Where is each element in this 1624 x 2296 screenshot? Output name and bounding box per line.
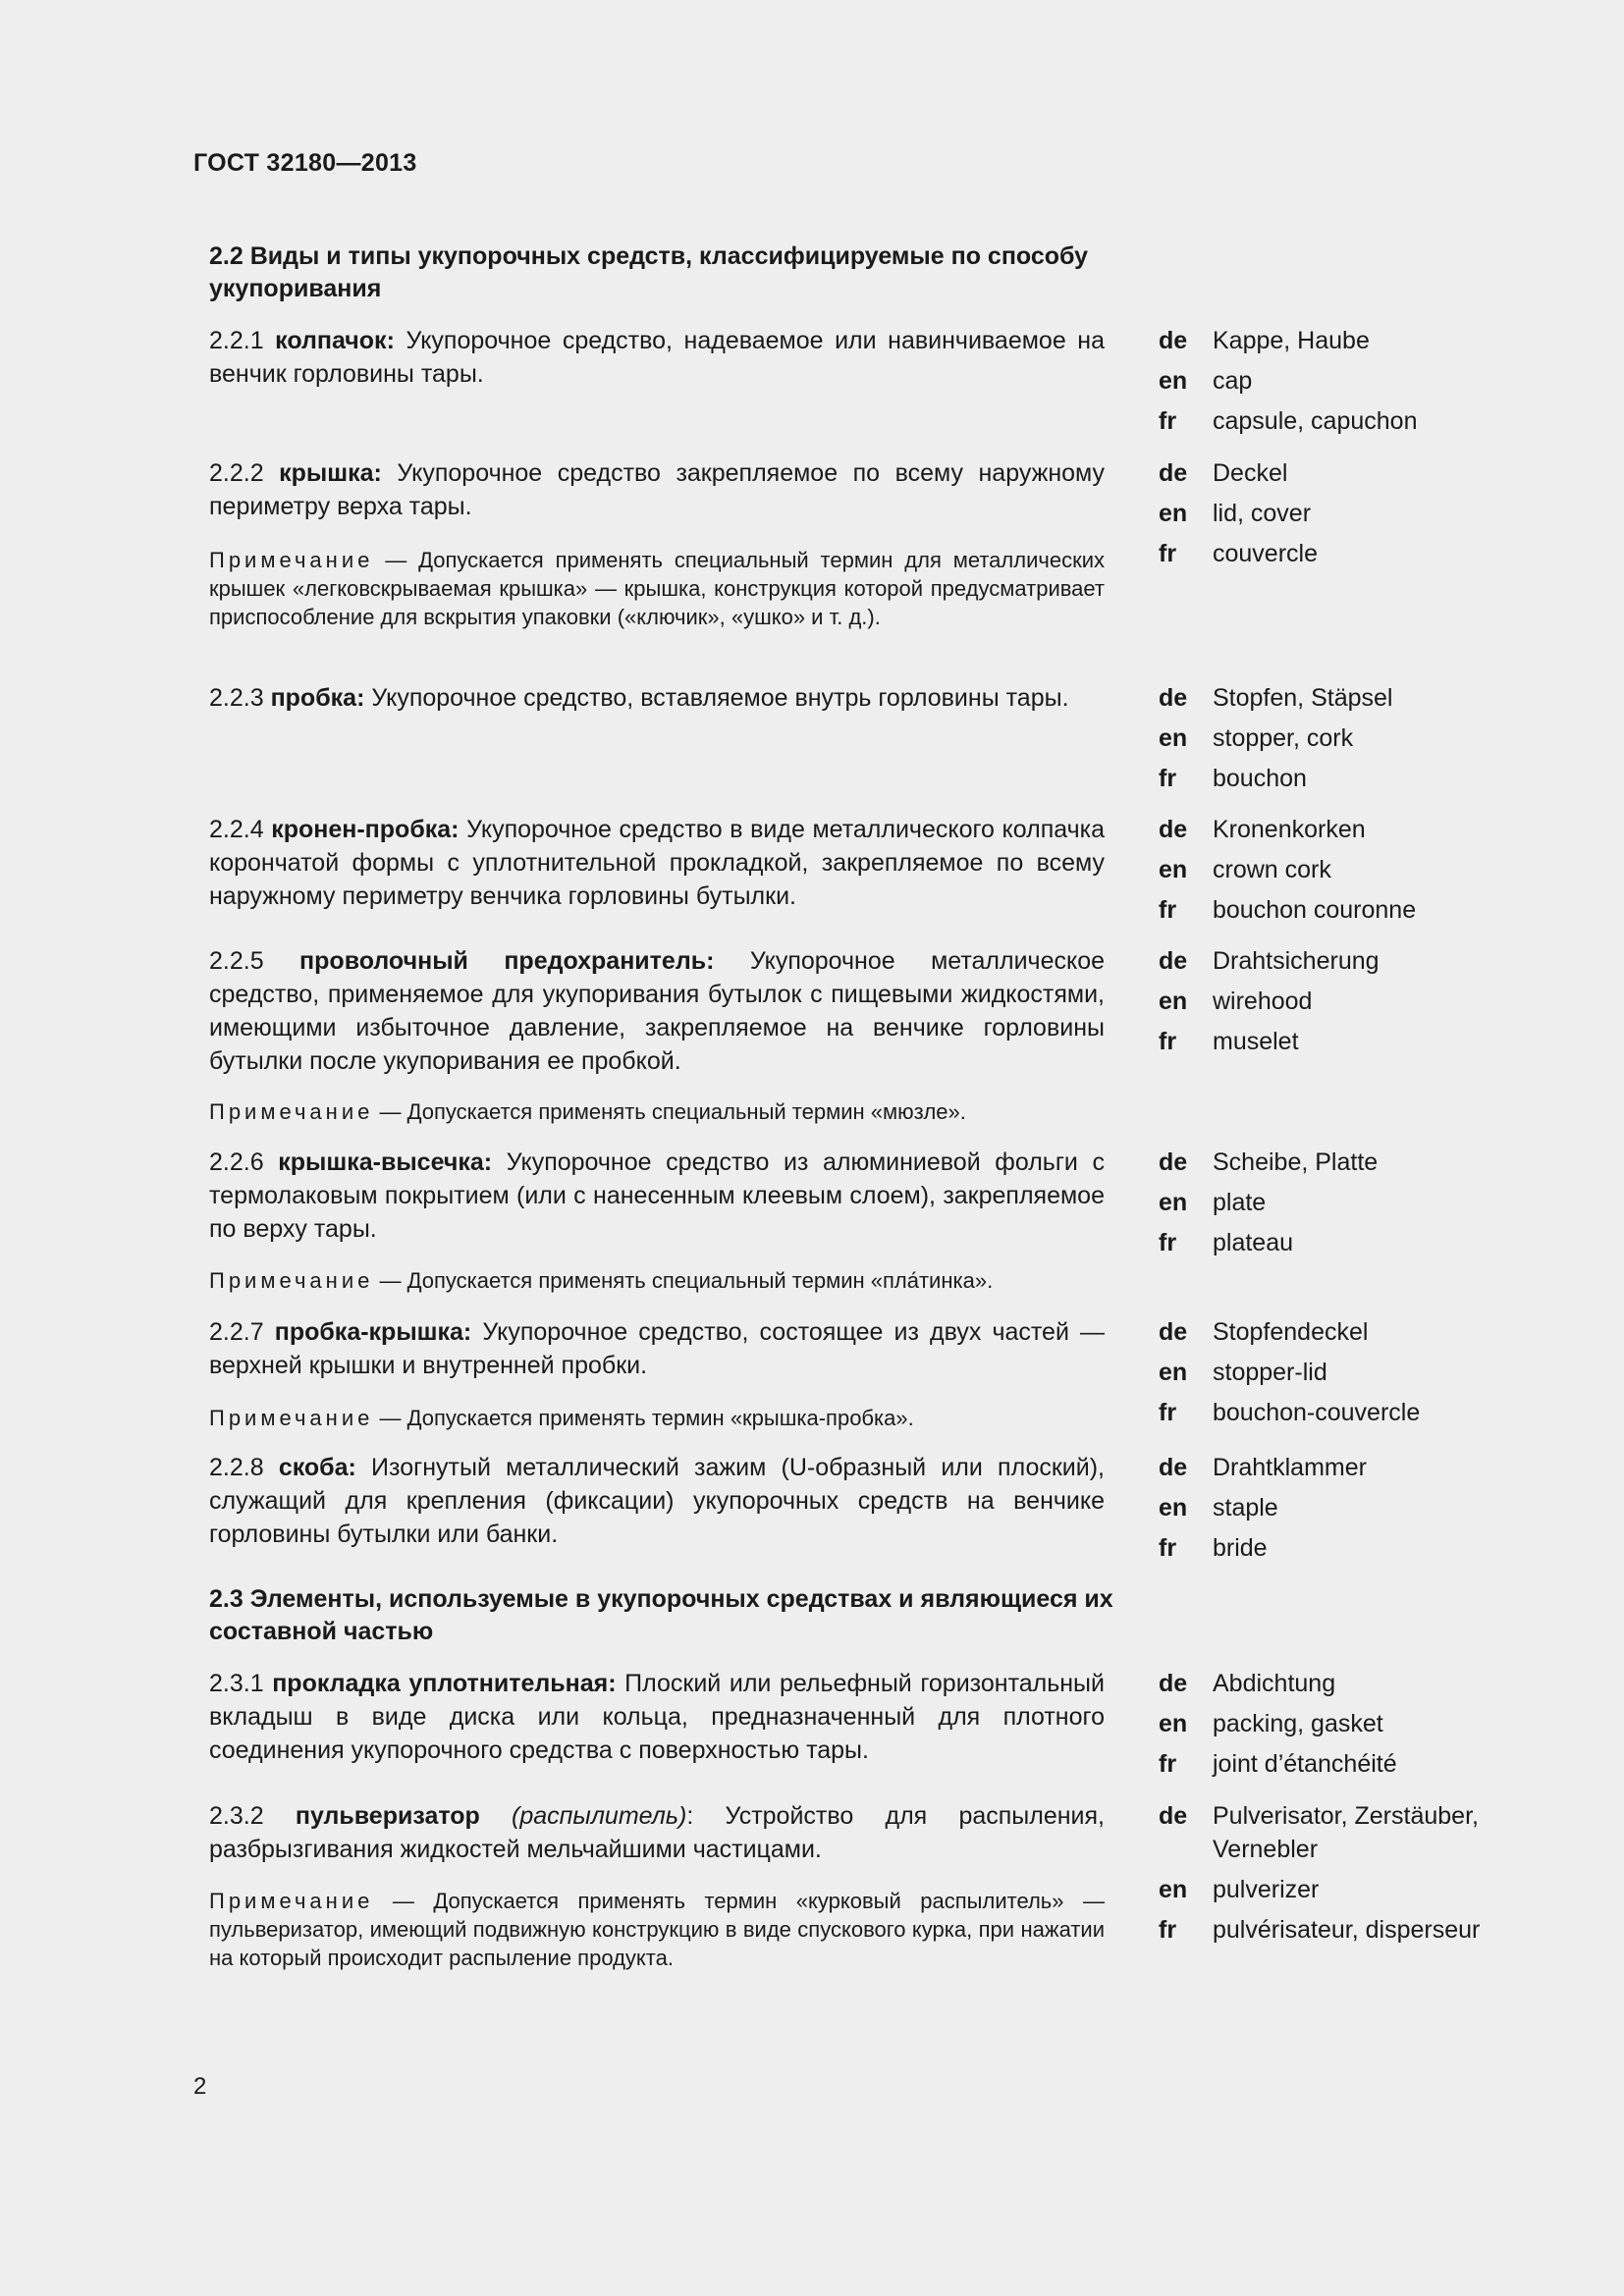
lang-code: de: [1159, 1148, 1188, 1176]
note-label: Примечание: [209, 1268, 374, 1293]
lang-code: en: [1159, 1359, 1188, 1386]
translations: [1159, 944, 1551, 1065]
lang-code: en: [1159, 1876, 1188, 1903]
lang-code: fr: [1159, 1229, 1177, 1256]
lang-code: de: [1159, 1454, 1188, 1481]
term-definition: Изогнутый металлический зажим (U-образный или плоский), служащий для крепления (фиксации) укупорочных средств на венчике горловины бутылки или банки.: [209, 1454, 1105, 1548]
note-label: Примечание: [209, 1406, 374, 1430]
term-entry: [209, 681, 1105, 715]
note-text: — Допускается применять специальный термин для металлических крышек «легковскрываемая крышка» — крышка, конструкция которой предусматривает приспособление для вскрытия упаковки («ключик», «ушко» и т. д.).: [209, 548, 1105, 629]
term-definition: Укупорочное средство закрепляемое по всему наружному периметру верха тары.: [209, 459, 1106, 520]
note-label: Примечание: [209, 548, 374, 572]
lang-code: en: [1159, 856, 1188, 883]
term-number: 2.2.1: [209, 327, 264, 354]
lang-code: en: [1159, 1189, 1188, 1216]
document-header: ГОСТ 32180—2013: [193, 149, 417, 177]
term-number: 2.2.3: [209, 684, 264, 712]
translations: [1159, 1667, 1551, 1788]
translation-text: wirehood: [1213, 988, 1313, 1015]
lang-code: en: [1159, 1710, 1188, 1737]
term-name: пробка-крышка:: [274, 1318, 472, 1346]
term-definition: Укупорочное металлическое средство, применяемое для укупоривания бутылок с пищевыми жидкостями, имеющими избыточное давление, закрепляемое на венчике горловины бутылки после укупоривания ее пробкой.: [209, 947, 1106, 1075]
translation-text: Kronenkorken: [1213, 816, 1366, 843]
translation-text: plateau: [1213, 1229, 1294, 1256]
translation-text: Stopfen, Stäpsel: [1213, 684, 1393, 712]
lang-code: fr: [1159, 407, 1177, 435]
term-entry: [209, 1799, 1105, 1866]
lang-code: fr: [1159, 1750, 1177, 1778]
lang-code: en: [1159, 724, 1188, 752]
translation-text: stopper, cork: [1213, 724, 1354, 752]
term-name: крышка:: [279, 459, 382, 487]
translation-text: bouchon-couvercle: [1213, 1399, 1421, 1426]
term-entry: [209, 324, 1105, 391]
note-label: Примечание: [209, 1099, 374, 1124]
lang-code: de: [1159, 1318, 1188, 1346]
section-heading-2-3: 2.3 Элементы, используемые в укупорочных средствах и являющиеся их составной частью: [209, 1585, 1113, 1645]
lang-code: en: [1159, 500, 1188, 527]
term-alt-name: (распылитель): [512, 1802, 687, 1830]
lang-code: fr: [1159, 540, 1177, 567]
lang-code: de: [1159, 1802, 1188, 1830]
translation-text: muselet: [1213, 1028, 1299, 1055]
term-name: колпачок:: [275, 327, 395, 354]
translation-text: Stopfendeckel: [1213, 1318, 1369, 1346]
translations: [1159, 1799, 1551, 1987]
translation-text: bride: [1213, 1534, 1268, 1562]
term-definition: Укупорочное средство, вставляемое внутрь горловины тары.: [371, 684, 1069, 712]
translation-text: Abdichtung: [1213, 1670, 1336, 1697]
term-note: [209, 1097, 1105, 1126]
translations: [1159, 1451, 1551, 1572]
term-number: 2.2.5: [209, 947, 264, 975]
section-heading-2-2: 2.2 Виды и типы укупорочных средств, классифицируемые по способу укупоривания: [209, 242, 1089, 302]
lang-code: en: [1159, 988, 1188, 1015]
page-number: 2: [193, 2073, 207, 2100]
term-note: [209, 1887, 1105, 1972]
term-definition: Укупорочное средство, состоящее из двух частей — верхней крышки и внутренней пробки.: [209, 1318, 1106, 1379]
term-name: скоба:: [278, 1454, 356, 1481]
term-name: крышка-высечка:: [278, 1148, 493, 1176]
lang-code: de: [1159, 459, 1188, 487]
term-number: 2.2.4: [209, 816, 264, 843]
translation-text: Drahtklammer: [1213, 1454, 1367, 1481]
lang-code: de: [1159, 1670, 1188, 1697]
translations: [1159, 1315, 1551, 1436]
term-name: кронен-пробка:: [271, 816, 460, 843]
lang-code: fr: [1159, 1399, 1177, 1426]
lang-code: fr: [1159, 896, 1177, 924]
translation-text: joint d’étanchéité: [1213, 1750, 1397, 1778]
note-text: — Допускается применять специальный термин «мюзле».: [379, 1099, 966, 1124]
term-note: [209, 546, 1105, 631]
translation-text: couvercle: [1213, 540, 1318, 567]
term-number: 2.3.1: [209, 1670, 264, 1697]
lang-code: de: [1159, 947, 1188, 975]
lang-code: de: [1159, 684, 1188, 712]
translation-text: Deckel: [1213, 459, 1288, 487]
term-definition: : Устройство для распыления, разбрызгивания жидкостей мельчайшими частицами.: [209, 1802, 1105, 1863]
note-text: — Допускается применять термин «курковый распылитель» — пульверизатор, имеющий подвижную конструкцию в виде спускового курка, при нажатии на который происходит распыление продукта.: [209, 1889, 1105, 1970]
translation-text: pulvérisateur, disperseur: [1213, 1916, 1481, 1944]
term-entry: [209, 1146, 1105, 1246]
translations: [1159, 1146, 1551, 1266]
translation-text: crown cork: [1213, 856, 1331, 883]
translation-text: lid, cover: [1213, 500, 1312, 527]
term-number: 2.3.2: [209, 1802, 264, 1830]
translation-text: pulverizer: [1213, 1876, 1320, 1903]
term-name: проволочный предохранитель:: [299, 947, 715, 975]
term-name: пульверизатор: [295, 1802, 480, 1830]
note-label: Примечание: [209, 1889, 374, 1913]
term-number: 2.2.8: [209, 1454, 264, 1481]
term-entry: [209, 944, 1105, 1078]
term-definition: Укупорочное средство из алюминиевой фольги с термолаковым покрытием (или с нанесенным клеевым слоем), закрепляемое по верху тары.: [209, 1148, 1106, 1243]
translation-text: Kappe, Haube: [1213, 327, 1370, 354]
lang-code: de: [1159, 327, 1188, 354]
translations: [1159, 813, 1551, 934]
lang-code: fr: [1159, 1534, 1177, 1562]
translations: [1159, 324, 1551, 445]
lang-code: en: [1159, 1494, 1188, 1522]
lang-code: fr: [1159, 765, 1177, 792]
lang-code: de: [1159, 816, 1188, 843]
term-definition: Укупорочное средство, надеваемое или навинчиваемое на венчик горловины тары.: [209, 327, 1105, 388]
translation-text: Scheibe, Platte: [1213, 1148, 1379, 1176]
translation-text: cap: [1213, 367, 1253, 395]
translation-text: stopper-lid: [1213, 1359, 1327, 1386]
term-entry: [209, 1667, 1105, 1767]
lang-code: fr: [1159, 1028, 1177, 1055]
term-entry: [209, 1451, 1105, 1551]
term-note: [209, 1404, 1105, 1432]
note-text: — Допускается применять термин «крышка-пробка».: [379, 1406, 914, 1430]
term-definition: Укупорочное средство в виде металлического колпачка корончатой формы с уплотнительной прокладкой, закрепляемое по всему наружному периметру венчика горловины бутылки.: [209, 816, 1106, 910]
term-entry: [209, 456, 1105, 523]
translations: [1159, 456, 1551, 577]
term-definition: Плоский или рельефный горизонтальный вкладыш в виде диска или кольца, предназначенный для плотного соединения укупорочного средства с поверхностью тары.: [209, 1670, 1105, 1764]
translations: [1159, 681, 1551, 802]
term-name: прокладка уплотнительная:: [272, 1670, 617, 1697]
term-note: [209, 1266, 1105, 1295]
translation-text: packing, gasket: [1213, 1710, 1383, 1737]
term-entry: [209, 813, 1105, 913]
term-number: 2.2.2: [209, 459, 264, 487]
translation-text: plate: [1213, 1189, 1267, 1216]
translation-text: bouchon couronne: [1213, 896, 1417, 924]
term-name: пробка:: [270, 684, 365, 712]
translation-text: capsule, capuchon: [1213, 407, 1418, 435]
translation-text: Pulverisator, Zerstäuber, Vernebler: [1213, 1802, 1479, 1863]
note-text: — Допускается применять специальный термин «пла́тинка».: [379, 1268, 994, 1293]
translation-text: bouchon: [1213, 765, 1307, 792]
lang-code: en: [1159, 367, 1188, 395]
translation-text: Drahtsicherung: [1213, 947, 1380, 975]
term-number: 2.2.6: [209, 1148, 264, 1176]
term-entry: [209, 1315, 1105, 1382]
lang-code: fr: [1159, 1916, 1177, 1944]
term-number: 2.2.7: [209, 1318, 264, 1346]
translation-text: staple: [1213, 1494, 1278, 1522]
